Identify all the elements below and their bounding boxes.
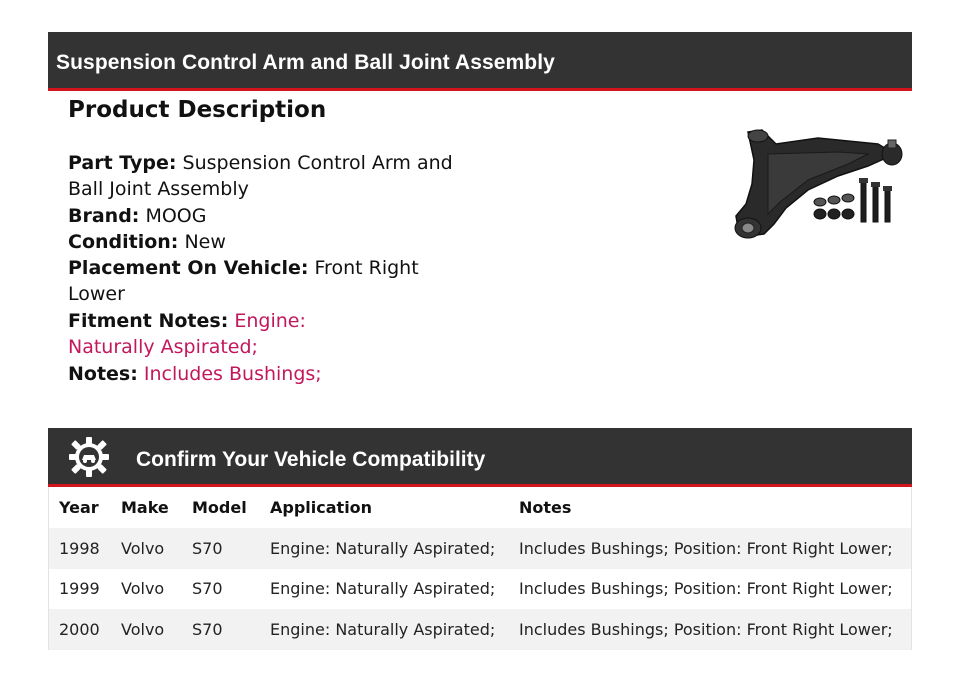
column-header-application: Application: [270, 498, 373, 517]
column-header-year: Year: [59, 498, 99, 517]
table-row: [49, 528, 911, 569]
placement-value: Front Right Lower: [68, 257, 419, 306]
cell-model: S70: [192, 619, 223, 639]
cell-make: Volvo: [121, 619, 165, 639]
cell-year: 1999: [59, 579, 100, 599]
table-row: [49, 609, 911, 650]
brand-label: Brand:: [68, 204, 140, 227]
part-type-label: Part Type:: [68, 152, 177, 174]
product-description-heading: Product Description: [68, 97, 327, 123]
compatibility-header-bar: [48, 428, 912, 487]
compatibility-title: Confirm Your Vehicle Compatibility: [136, 448, 486, 471]
product-title: Suspension Control Arm and Ball Joint Assembly: [56, 51, 555, 74]
cell-application: Engine: Naturally Aspirated;: [270, 579, 496, 599]
cell-application: Engine: Naturally Aspirated;: [270, 619, 496, 639]
part-type-value: Suspension Control Arm and Ball Joint Assembly: [68, 152, 453, 201]
cell-application: Engine: Naturally Aspirated;: [270, 538, 496, 558]
cell-model: S70: [192, 579, 223, 599]
product-specs: [68, 150, 468, 308]
control-arm-image: [728, 124, 908, 246]
fitment-value: Engine: Naturally Aspirated;: [68, 310, 306, 359]
cell-make: Volvo: [121, 538, 165, 558]
column-header-model: Model: [192, 498, 247, 517]
table-row: [49, 569, 911, 610]
brand-value: MOOG: [145, 204, 207, 227]
placement-label: Placement On Vehicle:: [68, 257, 309, 280]
fitment-label: Fitment Notes:: [68, 310, 229, 332]
cell-notes: Includes Bushings; Position: Front Right Lower;: [519, 579, 893, 599]
cell-notes: Includes Bushings; Position: Front Right Lower;: [519, 619, 893, 639]
notes-value: Includes Bushings;: [143, 362, 322, 385]
table-header-row: [49, 487, 911, 528]
cell-notes: Includes Bushings; Position: Front Right Lower;: [519, 538, 893, 558]
gear-car-icon: [68, 436, 110, 478]
cell-year: 1998: [59, 538, 100, 558]
fitment-notes: [68, 308, 388, 387]
product-header-bar: [48, 32, 912, 91]
condition-label: Condition:: [68, 230, 179, 253]
column-header-make: Make: [121, 498, 169, 517]
condition-value: New: [184, 230, 226, 253]
compatibility-table: [48, 487, 912, 650]
column-header-notes: Notes: [519, 498, 572, 517]
notes-label: Notes:: [68, 362, 138, 385]
cell-model: S70: [192, 538, 223, 558]
cell-make: Volvo: [121, 579, 165, 599]
cell-year: 2000: [59, 619, 100, 639]
